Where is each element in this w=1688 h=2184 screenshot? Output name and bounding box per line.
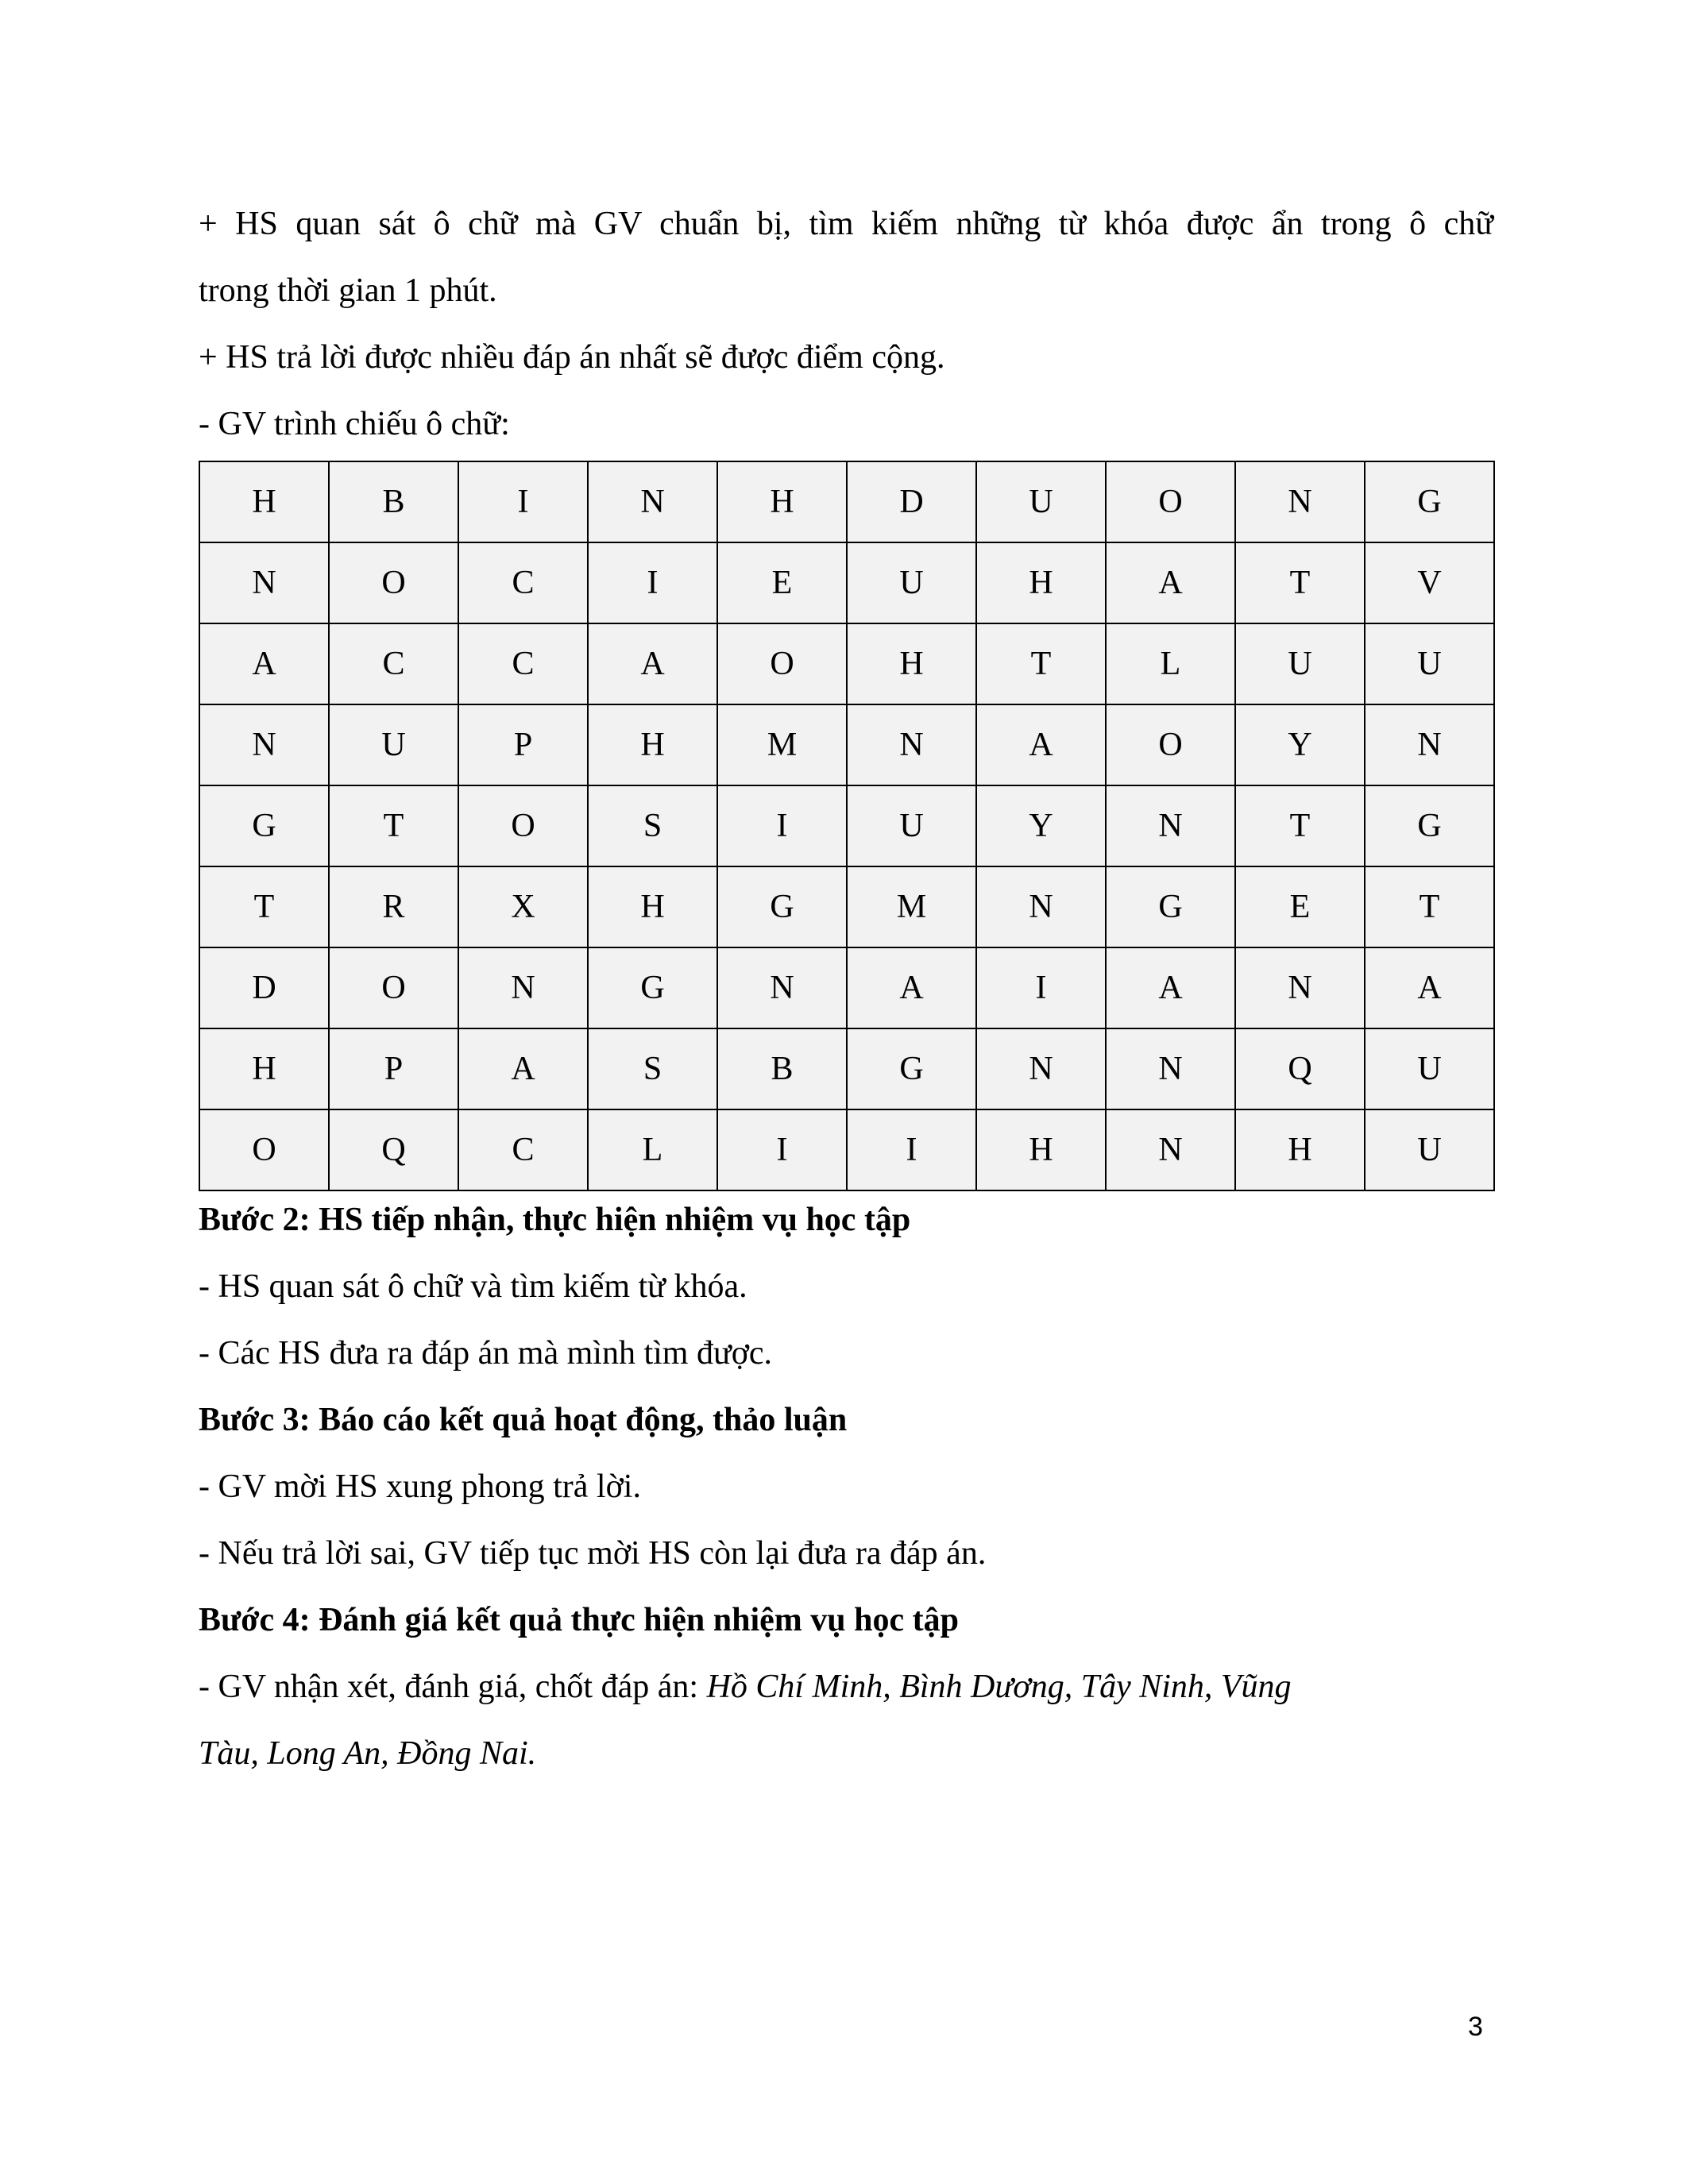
grid-cell: Q: [1235, 1028, 1365, 1109]
grid-cell: C: [458, 1109, 588, 1190]
grid-cell: N: [847, 704, 976, 785]
grid-cell: Y: [976, 785, 1106, 866]
grid-cell: T: [1235, 542, 1365, 623]
grid-cell: G: [1106, 866, 1235, 947]
grid-cell: O: [1106, 461, 1235, 542]
grid-cell: G: [588, 947, 717, 1028]
grid-row: [199, 623, 1494, 704]
grid-row: [199, 866, 1494, 947]
grid-cell: X: [458, 866, 588, 947]
grid-cell: O: [329, 542, 458, 623]
grid-cell: A: [1106, 542, 1235, 623]
grid-cell: N: [1235, 947, 1365, 1028]
page-content: [199, 191, 1493, 1787]
grid-row: [199, 704, 1494, 785]
grid-cell: N: [717, 947, 847, 1028]
grid-cell: T: [199, 866, 329, 947]
grid-cell: H: [588, 866, 717, 947]
grid-cell: I: [847, 1109, 976, 1190]
grid-cell: G: [847, 1028, 976, 1109]
grid-cell: U: [329, 704, 458, 785]
grid-cell: O: [329, 947, 458, 1028]
grid-cell: V: [1365, 542, 1494, 623]
grid-cell: G: [199, 785, 329, 866]
grid-cell: O: [1106, 704, 1235, 785]
grid-cell: M: [717, 704, 847, 785]
grid-cell: A: [588, 623, 717, 704]
grid-cell: B: [717, 1028, 847, 1109]
step2-line-1: - HS quan sát ô chữ và tìm kiếm từ khóa.: [199, 1268, 747, 1305]
grid-cell: P: [458, 704, 588, 785]
grid-cell: U: [1365, 1028, 1494, 1109]
grid-cell: N: [1235, 461, 1365, 542]
grid-cell: G: [717, 866, 847, 947]
grid-cell: H: [1235, 1109, 1365, 1190]
grid-cell: U: [847, 542, 976, 623]
grid-cell: I: [588, 542, 717, 623]
grid-cell: G: [1365, 785, 1494, 866]
step3-line-2: - Nếu trả lời sai, GV tiếp tục mời HS còn lại đưa ra đáp án.: [199, 1535, 987, 1572]
grid-cell: H: [976, 1109, 1106, 1190]
grid-cell: O: [717, 623, 847, 704]
grid-cell: N: [199, 704, 329, 785]
grid-cell: U: [1365, 623, 1494, 704]
grid-cell: O: [199, 1109, 329, 1190]
grid-row: [199, 1028, 1494, 1109]
grid-cell: M: [847, 866, 976, 947]
grid-cell: N: [588, 461, 717, 542]
grid-cell: U: [847, 785, 976, 866]
grid-cell: A: [847, 947, 976, 1028]
grid-cell: I: [458, 461, 588, 542]
grid-cell: Q: [329, 1109, 458, 1190]
grid-cell: N: [458, 947, 588, 1028]
grid-cell: T: [1235, 785, 1365, 866]
grid-cell: A: [1106, 947, 1235, 1028]
grid-cell: A: [199, 623, 329, 704]
grid-cell: A: [976, 704, 1106, 785]
grid-cell: N: [1106, 1109, 1235, 1190]
grid-cell: G: [1365, 461, 1494, 542]
page-number: 3: [1468, 2012, 1483, 2042]
grid-cell: T: [976, 623, 1106, 704]
step4-answers-part-2: Tàu, Long An, Đồng Nai.: [199, 1735, 537, 1772]
grid-row: [199, 1109, 1494, 1190]
grid-cell: N: [1106, 785, 1235, 866]
grid-cell: A: [458, 1028, 588, 1109]
intro-line-2: trong thời gian 1 phút.: [199, 272, 497, 309]
step4-line-1: [199, 1653, 1493, 1720]
intro-line-1: + HS quan sát ô chữ mà GV chuẩn bị, tìm kiếm những từ khóa được ẩn trong ô chữ: [199, 206, 1493, 242]
grid-cell: H: [199, 461, 329, 542]
grid-cell: T: [1365, 866, 1494, 947]
grid-cell: R: [329, 866, 458, 947]
grid-row: [199, 542, 1494, 623]
grid-cell: C: [329, 623, 458, 704]
grid-cell: E: [1235, 866, 1365, 947]
step3-line-1: - GV mời HS xung phong trả lời.: [199, 1468, 641, 1505]
grid-cell: S: [588, 1028, 717, 1109]
step4-answers-part-1: Hồ Chí Minh, Bình Dương, Tây Ninh, Vũng: [706, 1669, 1292, 1705]
word-search-grid: [199, 461, 1495, 1191]
grid-cell: N: [1106, 1028, 1235, 1109]
grid-cell: S: [588, 785, 717, 866]
grid-cell: N: [976, 866, 1106, 947]
grid-cell: H: [717, 461, 847, 542]
step4-line-1-prefix: - GV nhận xét, đánh giá, chốt đáp án:: [199, 1669, 707, 1705]
grid-cell: U: [1365, 1109, 1494, 1190]
grid-cell: P: [329, 1028, 458, 1109]
grid-cell: L: [588, 1109, 717, 1190]
grid-cell: D: [847, 461, 976, 542]
grid-cell: B: [329, 461, 458, 542]
grid-cell: U: [976, 461, 1106, 542]
intro-line-3: + HS trả lời được nhiều đáp án nhất sẽ được điểm cộng.: [199, 339, 945, 376]
grid-row: [199, 785, 1494, 866]
step3-heading: Bước 3: Báo cáo kết quả hoạt động, thảo luận: [199, 1402, 848, 1438]
grid-cell: D: [199, 947, 329, 1028]
step2-heading: Bước 2: HS tiếp nhận, thực hiện nhiệm vụ học tập: [199, 1202, 911, 1238]
step2-line-2: - Các HS đưa ra đáp án mà mình tìm được.: [199, 1335, 773, 1372]
intro-line-4: - GV trình chiếu ô chữ:: [199, 406, 510, 442]
grid-cell: U: [1235, 623, 1365, 704]
grid-cell: I: [717, 1109, 847, 1190]
grid-row: [199, 947, 1494, 1028]
grid-cell: T: [329, 785, 458, 866]
grid-cell: N: [976, 1028, 1106, 1109]
grid-cell: C: [458, 623, 588, 704]
grid-cell: Y: [1235, 704, 1365, 785]
grid-row: [199, 461, 1494, 542]
grid-cell: H: [976, 542, 1106, 623]
grid-cell: I: [976, 947, 1106, 1028]
grid-cell: I: [717, 785, 847, 866]
grid-cell: H: [588, 704, 717, 785]
grid-cell: H: [847, 623, 976, 704]
grid-cell: N: [1365, 704, 1494, 785]
grid-cell: C: [458, 542, 588, 623]
grid-cell: O: [458, 785, 588, 866]
grid-cell: N: [199, 542, 329, 623]
grid-cell: A: [1365, 947, 1494, 1028]
step4-heading: Bước 4: Đánh giá kết quả thực hiện nhiệm vụ học tập: [199, 1602, 959, 1638]
word-search-grid-body: [199, 461, 1494, 1190]
grid-cell: H: [199, 1028, 329, 1109]
grid-cell: E: [717, 542, 847, 623]
grid-cell: L: [1106, 623, 1235, 704]
steps-section: [199, 1187, 1493, 1787]
